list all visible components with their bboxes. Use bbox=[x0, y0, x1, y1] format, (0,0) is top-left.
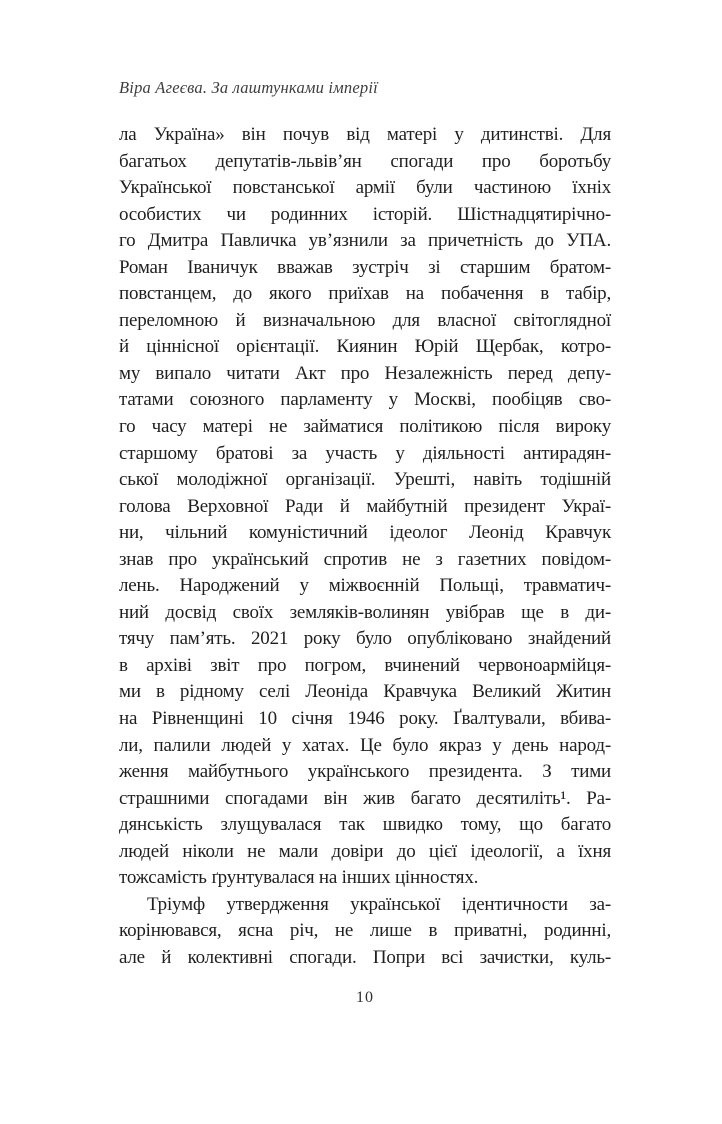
text-line: го часу матері не займатися політикою після вироку bbox=[119, 416, 611, 438]
text-line: й ціннісної орієнтації. Киянин Юрій Щербак, котро- bbox=[119, 336, 611, 358]
text-line: ли, палили людей у хатах. Це було якраз у день народ- bbox=[119, 734, 611, 756]
text-line: ни, чільний комуністичний ідеолог Леонід Кравчук bbox=[119, 522, 611, 544]
text-line: особистих чи родинних історій. Шістнадцятирічно- bbox=[119, 203, 611, 225]
text-line: татами союзного парламенту у Москві, пообіцяв сво- bbox=[119, 389, 611, 411]
text-line: переломною й визначальною для власної світоглядної bbox=[119, 309, 611, 331]
text-line: корінювався, ясна річ, не лише в приватні, родинні, bbox=[119, 920, 611, 942]
text-line: лень. Народжений у міжвоєнній Польщі, травматич- bbox=[119, 575, 611, 597]
text-line: го Дмитра Павличка ув’язнили за причетність до УПА. bbox=[119, 230, 611, 252]
text-line: людей ніколи не мали довіри до цієї ідеології, а їхня bbox=[119, 840, 611, 862]
text-line: тожсамість ґрунтувалася на інших цінностях. bbox=[119, 867, 479, 889]
page-body-text bbox=[119, 122, 611, 972]
text-line: Української повстанської армії були частиною їхніх bbox=[119, 177, 611, 199]
paragraph-continuation bbox=[119, 122, 611, 892]
text-line: повстанцем, до якого приїхав на побачення в табір, bbox=[119, 283, 611, 305]
text-line: Роман Іваничук вважав зустріч зі старшим братом- bbox=[119, 256, 611, 278]
running-header: Віра Агеєва. За лаштунками імперії bbox=[119, 78, 378, 97]
text-line: на Рівненщині 10 січня 1946 року. Ґвалтували, вбива- bbox=[119, 708, 611, 730]
text-line: знав про український спротив не з газетних повідом- bbox=[119, 548, 611, 570]
text-line: му випало читати Акт про Незалежність перед депу- bbox=[119, 362, 611, 384]
text-line: ний досвід своїх земляків-волинян увібрав ще в ди- bbox=[119, 601, 611, 623]
text-line: дянськість злущувалася так швидко тому, що багато bbox=[119, 814, 611, 836]
text-line: старшому братові за участь у діяльності антирадян- bbox=[119, 442, 611, 464]
page-number: 10 bbox=[356, 989, 374, 1006]
text-line: Тріумф утвердження української ідентичности за- bbox=[147, 893, 611, 915]
text-line: ської молодіжної організації. Урешті, навіть тодішній bbox=[119, 469, 611, 491]
paragraph-new bbox=[119, 892, 611, 972]
text-line: ла Україна» він почув від матері у дитинстві. Для bbox=[119, 124, 611, 145]
text-line: в архіві звіт про погром, вчинений червоноармійця- bbox=[119, 654, 611, 676]
text-line: тячу пам’ять. 2021 року було опубліковано знайдений bbox=[119, 628, 611, 650]
text-line: але й колективні спогади. Попри всі зачистки, куль- bbox=[119, 946, 611, 968]
text-line: ження майбутнього українського президента. З тими bbox=[119, 761, 611, 783]
text-line: багатьох депутатів-львів’ян спогади про боротьбу bbox=[119, 150, 611, 172]
text-line: страшними спогадами він жив багато десятиліть¹. Ра- bbox=[119, 787, 611, 809]
text-line: ми в рідному селі Леоніда Кравчука Великий Житин bbox=[119, 681, 611, 703]
text-line: голова Верховної Ради й майбутній президент Украї- bbox=[119, 495, 611, 517]
